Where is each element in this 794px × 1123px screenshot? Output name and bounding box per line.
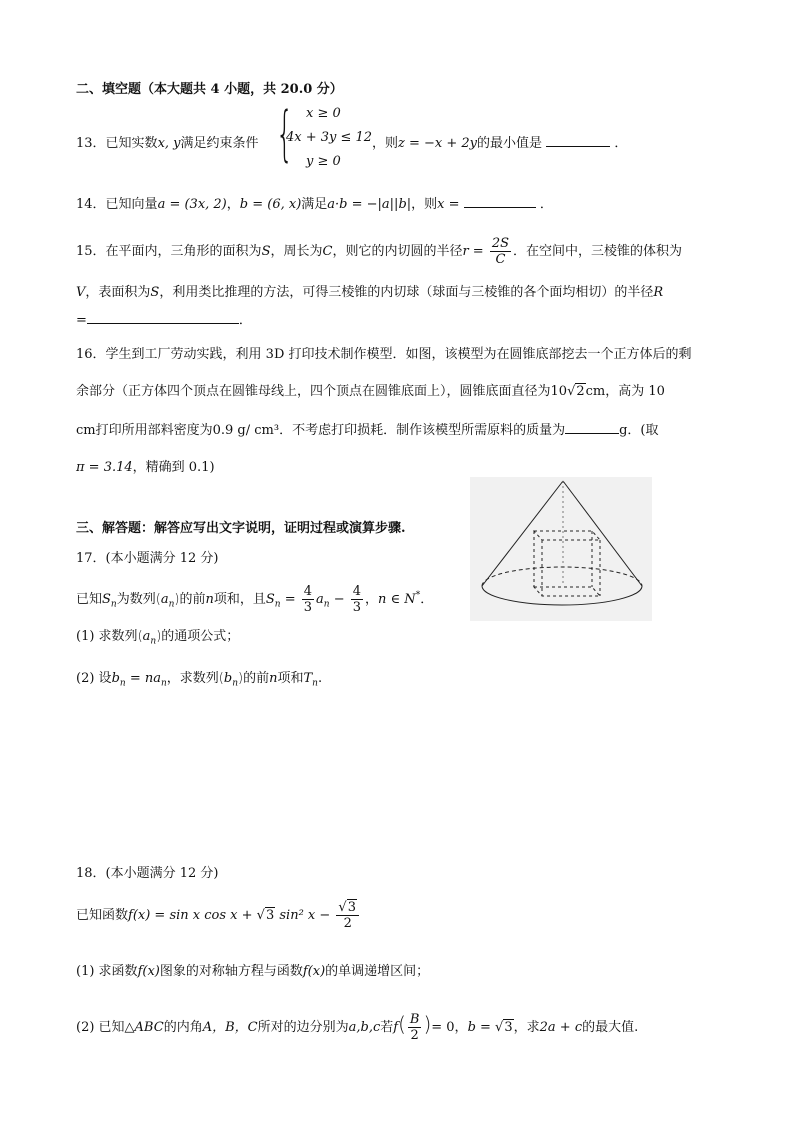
- q13-number: 13．: [76, 136, 106, 151]
- section-2-header: 二、填空题（本大题共 4 小题，共 20.0 分）: [76, 82, 343, 97]
- sqrt-icon: √3: [495, 1020, 513, 1035]
- q17-title: 17．(本小题满分 12 分): [76, 551, 219, 566]
- q18-sin-squared: sin² x −: [275, 908, 335, 923]
- question-16-line-3: [76, 419, 659, 438]
- q15-answer-blank[interactable]: [87, 311, 239, 324]
- q17-eq-equals: =: [280, 592, 300, 607]
- q15-volume-symbol: V: [76, 285, 86, 300]
- question-13: [76, 132, 259, 151]
- q16-number: 16．: [76, 347, 106, 362]
- section-3-header: 三、解答题：解答应写出文字说明，证明过程或演算步骤.: [76, 521, 406, 536]
- q14-b-vector: b = (6, x): [239, 197, 302, 212]
- q17-b-seq-symbol: b: [223, 671, 233, 686]
- q17-part2-text: ，求数列: [166, 671, 219, 686]
- question-16-line-4: [76, 456, 215, 475]
- q18-f-symbol: f(x): [137, 964, 160, 979]
- q13-constraint-1: x ≥ 0: [306, 106, 341, 121]
- fraction-numerator: 4: [303, 584, 313, 599]
- q18-sides: a,b,c: [348, 1020, 381, 1035]
- q17-S-symbol: S: [102, 592, 111, 607]
- q18-text: 已知函数: [76, 908, 129, 923]
- q15-text: 在平面内，三角形的面积为: [105, 244, 262, 259]
- q18-part-1: [76, 960, 429, 979]
- q16-text: ．不考虑打印损耗．制作该模型所需原料的质量为: [279, 423, 566, 438]
- fraction-denominator: 3: [352, 600, 362, 615]
- q14-answer-lhs: x =: [437, 197, 460, 212]
- q17-part2-text: 的前: [243, 671, 270, 686]
- sqrt-icon: √3: [256, 908, 275, 923]
- q17-n-symbol: n: [205, 592, 214, 607]
- q17-minus: −: [329, 592, 349, 607]
- q18-b-equals: b =: [467, 1020, 496, 1035]
- q14-answer-blank[interactable]: [464, 195, 536, 208]
- left-brace-icon: {: [276, 99, 294, 169]
- q15-text: ，利用类比推理的方法，可得三棱锥的内切球（球面与三棱锥的各个面均相切）的半径: [159, 285, 654, 300]
- fraction-numerator: 4: [352, 584, 362, 599]
- question-15-line-2: [76, 281, 663, 300]
- q13-text-a: 已知实数: [105, 136, 158, 151]
- q13-constraint-3: y ≥ 0: [306, 154, 341, 169]
- q13-tail: [372, 132, 627, 151]
- q14-number: 14．: [76, 197, 106, 212]
- q17-equation: $S_n$ =: [265, 592, 300, 610]
- q15-text: ，则它的内切圆的半径: [332, 244, 463, 259]
- q13-constraint-2: 4x + 3y ≤ 12: [286, 130, 373, 145]
- q15-text: ．在空间中，三棱锥的体积为: [513, 244, 683, 259]
- q14-a-vector: a = (3x, 2): [157, 197, 227, 212]
- q17-text: ，: [365, 592, 379, 607]
- question-16-line-2: [76, 380, 665, 399]
- q15-surface-symbol: S: [150, 285, 160, 300]
- q18-part1-text: 图象的对称轴方程与函数: [159, 964, 303, 979]
- q17-star: *: [415, 590, 421, 601]
- q18-f-symbol: f: [393, 1020, 399, 1035]
- q15-area-symbol: S: [261, 244, 271, 259]
- q17-part2-text: (2) 设: [76, 671, 112, 686]
- q16-text: cm打印所用部料密度为: [76, 423, 213, 438]
- q13-answer-blank[interactable]: [546, 134, 610, 147]
- q17-text: 的前: [179, 592, 206, 607]
- fraction-denominator: 2: [343, 916, 352, 931]
- q14-text-c: ，则: [411, 197, 438, 212]
- q18-part2-text: 若: [380, 1020, 394, 1035]
- q16-diameter-unit: cm: [585, 384, 606, 399]
- q17-part2-end: .: [317, 671, 323, 686]
- q17-a-symbol: a: [160, 592, 169, 607]
- q17-bn-equation: = na: [125, 671, 161, 686]
- q18-part1-text: 的单调递增区间；: [325, 964, 430, 979]
- q17-part-1: (1) 求数列$(a_n)$的通项公式；: [76, 629, 240, 647]
- q17-n-symbol: n: [269, 671, 278, 686]
- q18-part2-text: (2) 已知△: [76, 1020, 135, 1035]
- q17-eq-S: S: [265, 592, 275, 607]
- q17-fraction-1: [302, 584, 314, 615]
- q17-part2-text: 项和: [277, 671, 304, 686]
- q13-end: ．: [614, 136, 628, 151]
- q18-fraction: [336, 900, 359, 931]
- question-15-line-3: = ．: [76, 313, 252, 328]
- q18-sqrt3: 3: [265, 908, 275, 923]
- q15-R-symbol: R: [653, 285, 664, 300]
- q17-text: 已知: [76, 592, 103, 607]
- q18-B-over-2: [408, 1012, 422, 1043]
- q17-part-2: (2) 设$b_n = na_n$，求数列$(b_n)$的前n项和$T_n$.: [76, 671, 323, 689]
- q14-end: ．: [539, 197, 553, 212]
- q17-part1-text: 的通项公式；: [161, 629, 240, 644]
- q15-radius-lhs: r =: [462, 244, 484, 259]
- q14-sep: ，: [226, 197, 240, 212]
- q14-condition: a·b = −|a||b|: [327, 197, 412, 212]
- question-15-line-1: [76, 236, 682, 267]
- q18-triangle: ABC: [134, 1020, 164, 1035]
- q18-part2-text: ，: [454, 1020, 468, 1035]
- q17-statement: 已知$S_n$为数列$(a_n)$的前n项和，且$S_n$ = $\frac{4}{3}$ $a_n$ − $\frac{4}{3}$ ，n ∈ N*．: [76, 584, 434, 615]
- fraction-numerator: 2S: [491, 236, 510, 251]
- q16-diameter-coef: 10: [550, 384, 568, 399]
- fraction-denominator: C: [495, 252, 506, 267]
- q18-target-expr: 2a + c: [539, 1020, 583, 1035]
- sqrt-icon: √3: [338, 900, 356, 915]
- q18-angles: A，B，C: [202, 1020, 258, 1035]
- q17-b-symbol: b: [111, 671, 120, 686]
- q13-expr: z = −x + 2y: [398, 136, 478, 151]
- q16-density: 0.9 g/ cm³: [212, 423, 280, 438]
- q17-n-set: n ∈ N: [378, 592, 416, 607]
- q17-T-symbol: T: [303, 671, 313, 686]
- q18-part2-text: 的最大值.: [582, 1020, 639, 1035]
- fraction-numerator: B: [409, 1012, 420, 1027]
- q15-number: 15．: [76, 244, 106, 259]
- q14-text-b: 满足: [301, 197, 328, 212]
- q18-frac-radicand: 3: [347, 900, 356, 915]
- q18-equals-zero: = 0: [431, 1020, 455, 1035]
- q17-end: ．: [420, 592, 434, 607]
- question-14: [76, 193, 553, 212]
- q16-pi-value: π = 3.14: [76, 460, 133, 475]
- cone-with-cube-icon: [470, 477, 652, 621]
- question-16-line-1: [76, 343, 692, 362]
- q16-diameter-radicand: 2: [576, 384, 585, 399]
- fraction-denominator: 3: [303, 600, 313, 615]
- q18-part2-text: ，求: [513, 1020, 540, 1035]
- q13-vars: x, y: [157, 136, 181, 151]
- q15-text: ，表面积为: [85, 285, 151, 300]
- q18-part-2: (2) 已知△ABC的内角A，B，C所对的边分别为a,b,c若f( $\frac{B}{2}$ )= 0，b = √3，求2a + c的最大值.: [76, 1012, 639, 1043]
- q16-text: 学生到工厂劳动实践，利用 3D 打印技术制作模型．如图，该模型为在圆锥底部挖去一个正方体后的剩: [105, 347, 692, 362]
- q14-text-a: 已知向量: [105, 197, 158, 212]
- q17-Sn: $S_n$: [102, 592, 117, 610]
- q16-text: g．(取: [619, 423, 659, 438]
- q15-radius-fraction: [490, 236, 511, 267]
- q18-part2-text: 所对的边分别为: [257, 1020, 349, 1035]
- q18-f-symbol: f(x): [302, 964, 326, 979]
- q16-text: ，高为 10: [605, 384, 665, 399]
- q16-answer-blank[interactable]: [565, 421, 619, 434]
- q15-text: ，周长为: [270, 244, 323, 259]
- q13-text-b: 满足约束条件: [180, 136, 259, 151]
- q17-text: 为数列: [116, 592, 156, 607]
- q17-text: 项和，且: [213, 592, 266, 607]
- cone-with-cube-figure: [470, 477, 652, 621]
- q18-part1-text: (1) 求函数: [76, 964, 138, 979]
- fraction-denominator: 2: [410, 1028, 419, 1043]
- q16-text: ，精确到 0.1): [132, 460, 215, 475]
- q17-part1-text: (1) 求数列: [76, 629, 138, 644]
- q18-b-radicand: 3: [504, 1020, 513, 1035]
- q18-function-def: f(x) = sin x cos x +: [128, 908, 257, 923]
- sqrt-icon: √2: [567, 384, 585, 399]
- q16-text: 余部分（正方体四个顶点在圆锥母线上，四个顶点在圆锥底面上），圆锥底面直径为: [76, 384, 551, 399]
- q13-text-d: 的最小值是: [477, 136, 543, 151]
- q18-statement: [76, 900, 361, 931]
- q18-part2-text: 的内角: [163, 1020, 203, 1035]
- q15-equals: =: [76, 313, 87, 328]
- q17-fraction-2: [351, 584, 363, 615]
- q18-title: 18．(本小题满分 12 分): [76, 866, 219, 881]
- q15-perimeter-symbol: C: [322, 244, 333, 259]
- q13-text-c: ，则: [372, 136, 399, 151]
- q17-an: $a_n$: [160, 592, 175, 610]
